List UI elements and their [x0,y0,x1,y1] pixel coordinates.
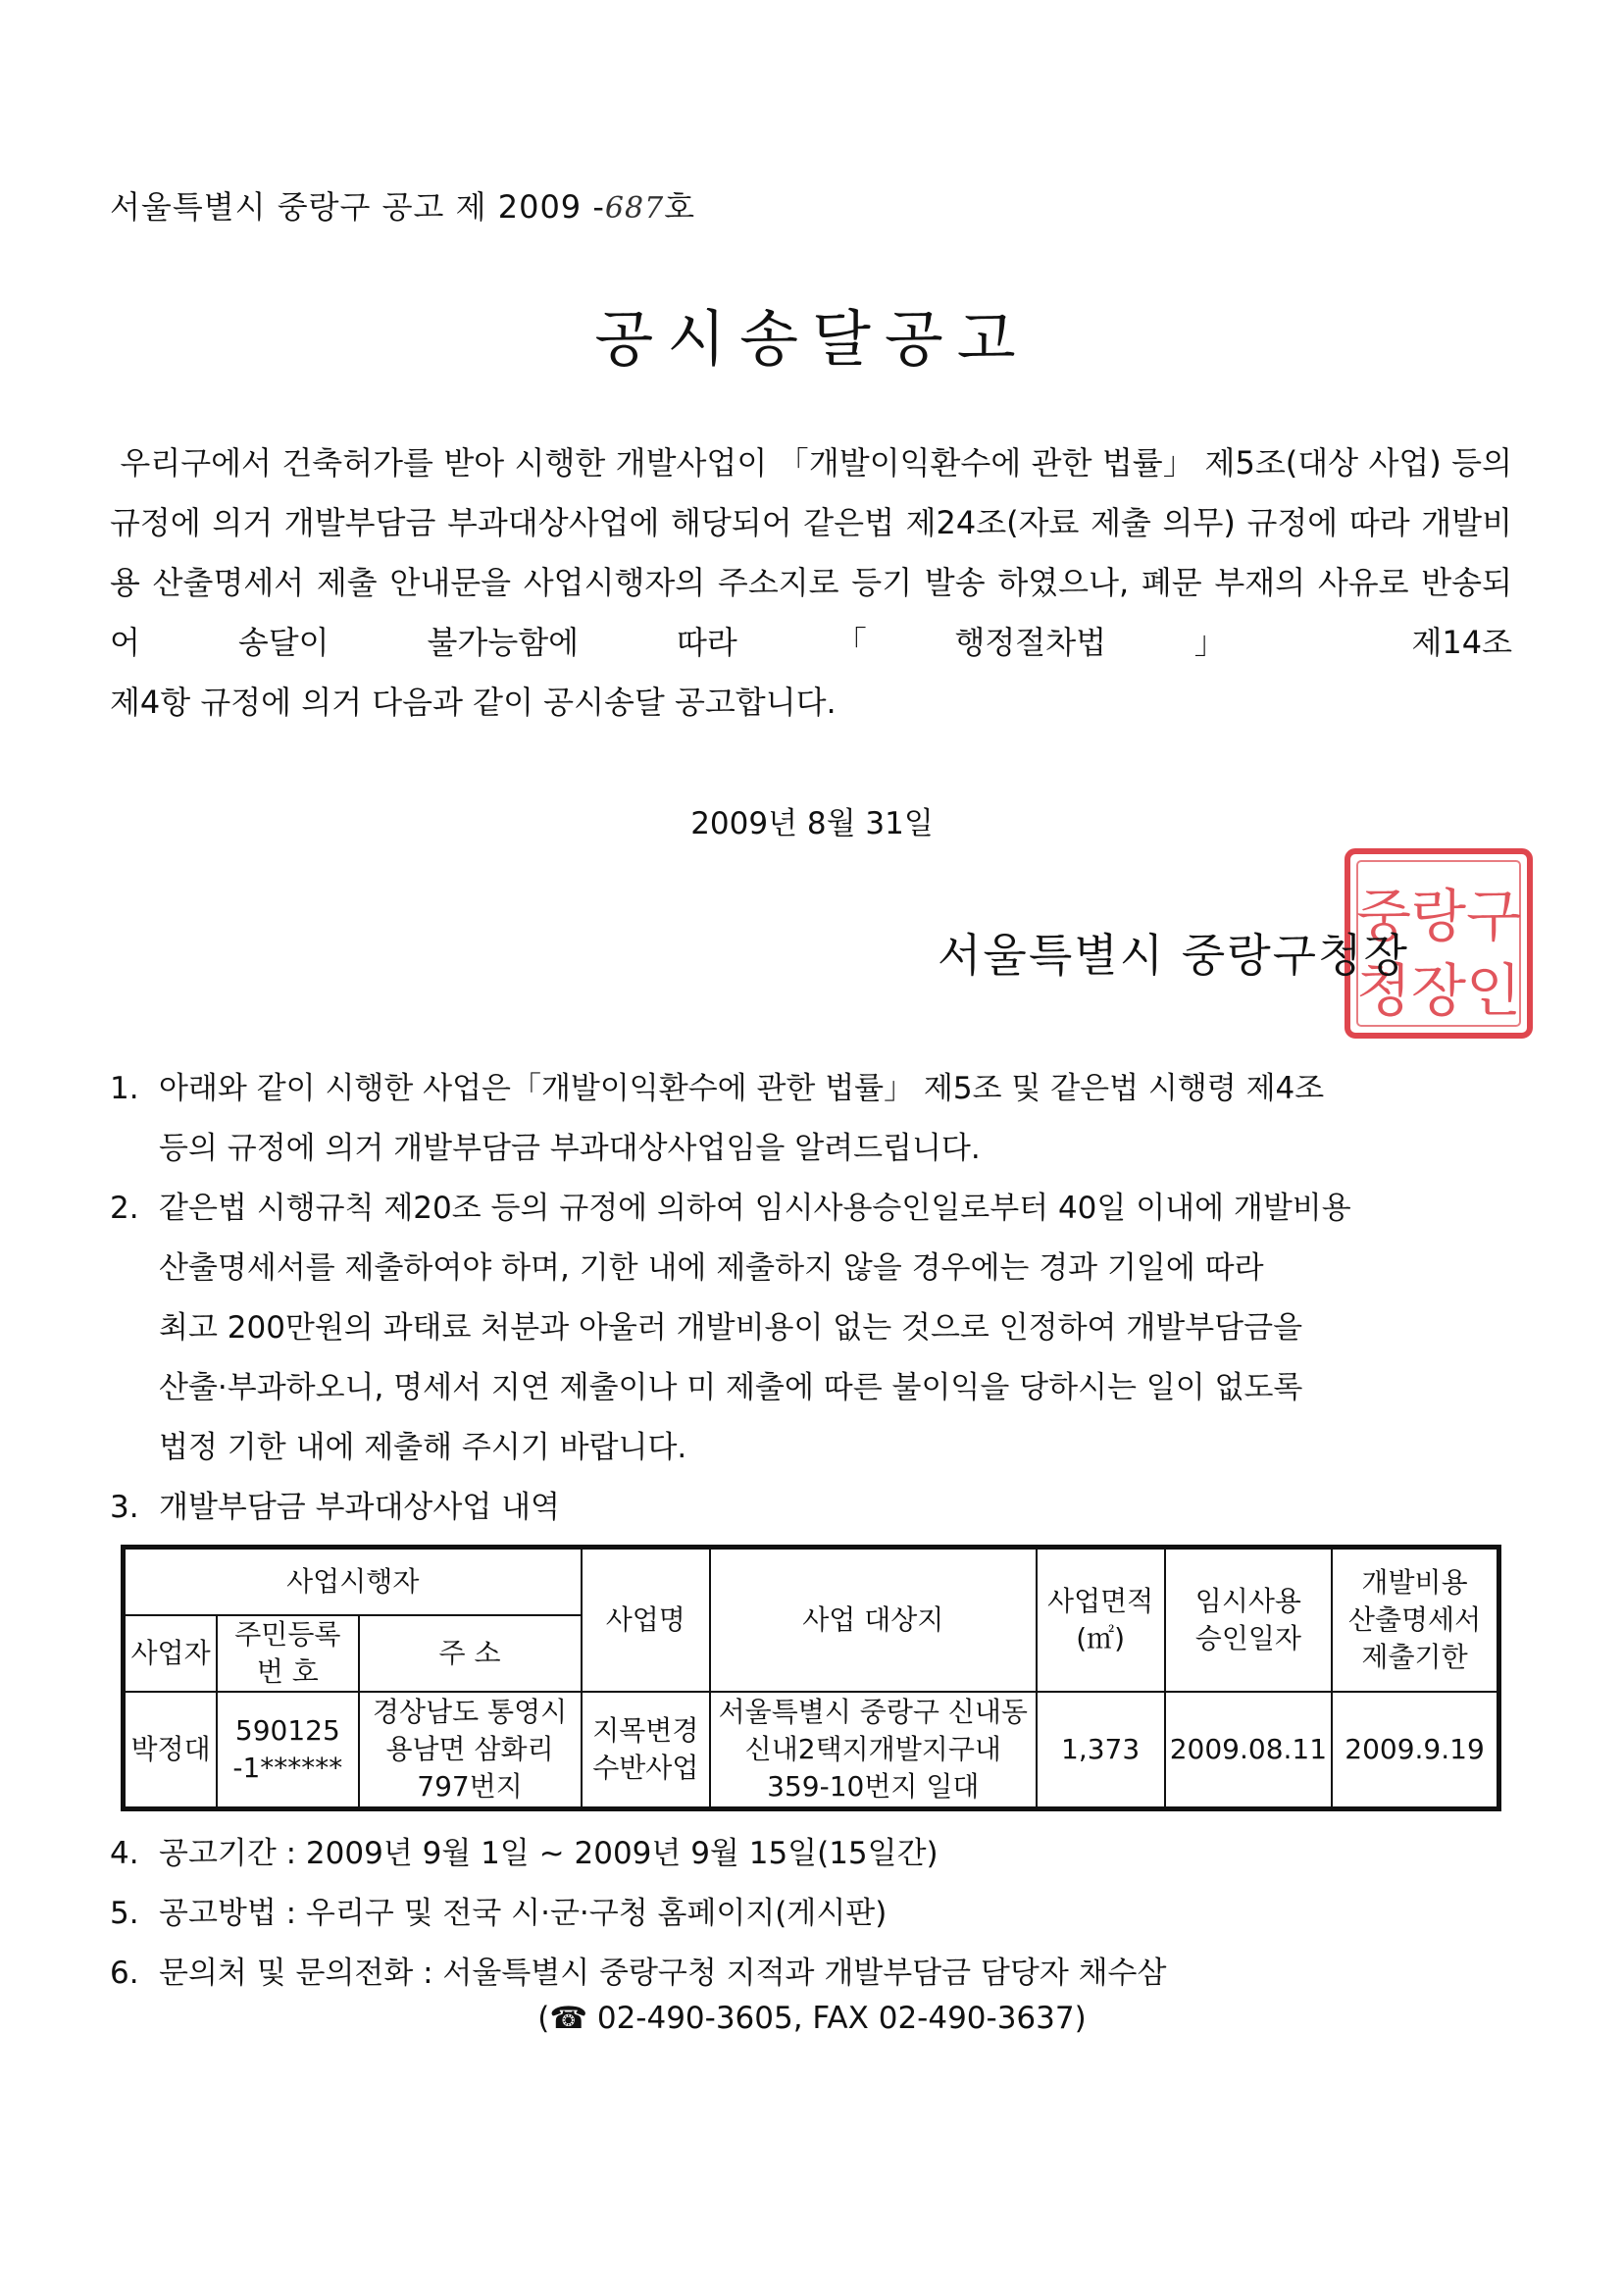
signer-name: 서울특별시 중랑구청장 [938,929,1409,982]
header-area [1037,1549,1165,1692]
header-area-line: 사업면적 [1047,1585,1154,1617]
header-project-site: 사업 대상지 [710,1549,1036,1692]
item-number: 1. [110,1071,139,1106]
cell-line: 신내2택지개발지구내 [744,1733,1001,1765]
item-number: 5. [110,1896,139,1931]
notice-date: 2009년 8월 31일 [690,806,934,841]
item-number: 2. [110,1191,139,1226]
header-deadline [1332,1549,1497,1692]
cell-deadline: 2009.9.19 [1332,1692,1497,1807]
header-approval-line: 임시사용 [1194,1585,1301,1617]
numbered-items-after-table [110,1824,1512,2004]
list-item [110,1944,1512,2004]
list-item [110,1884,1512,1944]
table-row [125,1692,1497,1807]
body-line-2: 사업) 등의 규정에 의거 개발부담금 부과대상사업에 해당되어 같은법 제24조(자료 제출 [110,444,1513,541]
cell-line: 경상남도 통영시 [372,1696,568,1728]
cell-resident-no [217,1692,358,1807]
cell-line: 590125 [234,1714,340,1747]
list-item [110,1179,1512,1478]
header-approval-date [1165,1549,1332,1692]
list-item [110,1478,1512,1538]
notice-number-prefix: 서울특별시 중랑구 공고 제 2009 - [110,188,605,226]
cell-line: -1****** [232,1752,343,1784]
item-line: 같은법 시행규칙 제20조 등의 규정에 의하여 임시사용승인일로부터 40일 이내에 개발비용 [159,1191,1351,1226]
item-line: 산출명세서를 제출하여야 하며, 기한 내에 제출하지 않을 경우에는 경과 기일에 따라 [159,1250,1264,1286]
table-header-row [125,1549,1497,1615]
header-deadline-line: 산출명세서 [1347,1603,1482,1636]
header-approval-line: 승인일자 [1194,1622,1301,1654]
cell-line: 지목변경 [592,1714,699,1747]
item-number: 6. [110,1956,139,1991]
cell-line: 797번지 [417,1770,523,1803]
cell-line: 서울특별시 중랑구 신내동 [718,1696,1028,1728]
header-deadline-line: 제출기한 [1361,1641,1468,1673]
svg-text:청장인: 청장인 [1355,957,1522,1024]
cell-address [359,1692,582,1807]
list-item [110,1059,1512,1179]
cell-operator-name: 박정대 [125,1692,217,1807]
notice-number [110,182,695,228]
body-line-1: 우리구에서 건축허가를 받아 시행한 개발사업이 「개발이익환수에 관한 법률」 제5조(대상 [120,444,1359,482]
cell-line: 수반사업 [592,1752,699,1784]
item-line: 최고 200만원의 과태료 처분과 아울러 개발비용이 없는 것으로 인정하여 개발부담금을 [159,1310,1303,1346]
header-area-unit: (㎡) [1076,1622,1126,1654]
item-text: 공고기간 : 2009년 9월 1일 ~ 2009년 9월 15일(15일간) [159,1836,939,1871]
body-line-4: 하였으나, 폐문 부재의 사유로 반송되어 송달이 불가능함에 따라 「행정절차법」 제14조 [110,564,1513,661]
item-line: 법정 기한 내에 제출해 주시기 바랍니다. [159,1430,687,1465]
item-line: 산출·부과하오니, 명세서 지연 제출이나 미 제출에 따른 불이익을 당하시는 일이 없도록 [159,1370,1303,1405]
notice-number-suffix: 호 [664,188,696,226]
item-line: 아래와 같이 시행한 사업은「개발이익환수에 관한 법률」 제5조 및 같은법 시행령 제4조 [159,1071,1325,1106]
svg-text:중랑구: 중랑구 [1355,883,1522,949]
cell-approval-date: 2009.08.11 [1165,1692,1332,1807]
header-resident-line: 주민등록 [234,1618,341,1651]
body-line-5: 제4항 규정에 의거 다음과 같이 공시송달 공고합니다. [110,684,837,721]
cell-project-site [710,1692,1036,1807]
header-operator-name: 사업자 [125,1615,217,1692]
handwritten-number: 687 [604,191,665,226]
header-operator: 사업시행자 [125,1549,582,1615]
contact-phone-fax: (☎ 02-490-3605, FAX 02-490-3637) [537,2001,1087,2036]
cell-line: 359-10번지 일대 [767,1770,980,1803]
item-line: 개발부담금 부과대상사업 내역 [159,1490,561,1525]
list-item [110,1824,1512,1884]
item-number: 3. [110,1490,139,1525]
cell-area: 1,373 [1037,1692,1165,1807]
header-address: 주 소 [359,1615,582,1692]
cell-project-name [582,1692,711,1807]
header-resident-no [217,1615,358,1692]
item-text: 문의처 및 문의전화 : 서울특별시 중랑구청 지적과 개발부담금 담당자 채수삼 [159,1956,1167,1991]
numbered-items [110,1059,1512,1538]
header-resident-line: 번 호 [256,1655,319,1688]
body-line-3: 의무) 규정에 따라 개발비용 산출명세서 제출 안내문을 사업시행자의 주소지로 등기 발송 [110,504,1512,601]
item-number: 4. [110,1836,139,1871]
cell-line: 용남면 삼화리 [385,1733,554,1765]
item-text: 공고방법 : 우리구 및 전국 시·군·구청 홈페이지(게시판) [159,1896,888,1931]
header-deadline-line: 개발비용 [1361,1566,1468,1599]
item-line: 등의 규정에 의거 개발부담금 부과대상사업임을 알려드립니다. [159,1131,981,1166]
project-table [124,1548,1498,1808]
body-paragraph [110,433,1512,733]
document-title: 공시송달공고 [594,303,1030,375]
header-project-name: 사업명 [582,1549,711,1692]
